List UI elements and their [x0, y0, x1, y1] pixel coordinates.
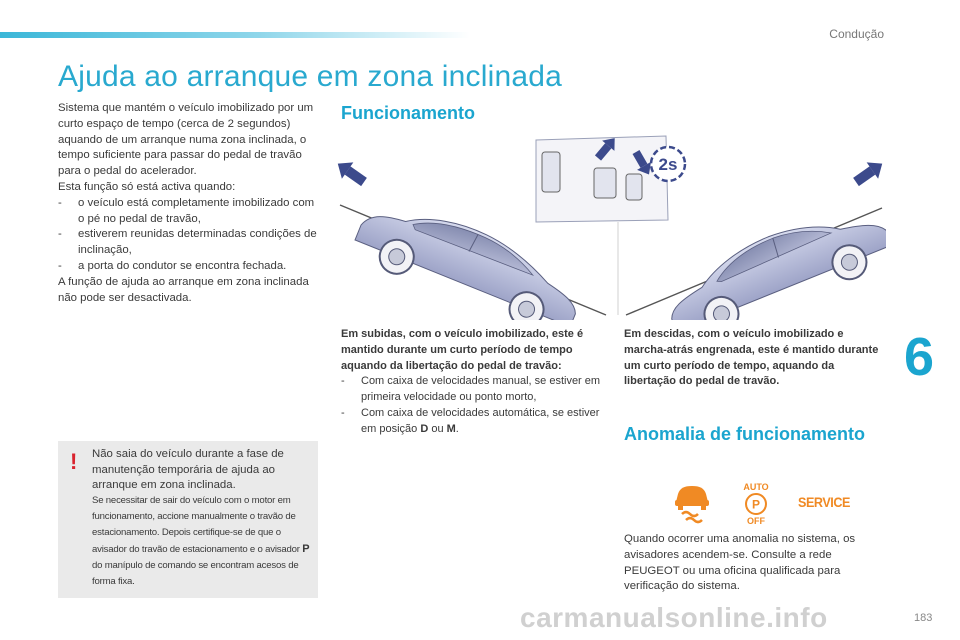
- pedals-icon: [534, 133, 714, 222]
- svg-text:P: P: [751, 497, 761, 512]
- uphill-description: [341, 327, 606, 438]
- condition-item: - estiverem reunidas determinadas condições de inclinação,: [58, 228, 317, 257]
- auto-park-brake-icon: [743, 482, 768, 526]
- intro-column: [58, 101, 320, 306]
- anomalia-heading: Anomalia de funcionamento: [624, 424, 866, 444]
- warning-box: [58, 441, 318, 598]
- anomaly-text: Quando ocorrer uma anomalia no sistema, os avisadores acendem-se. Consulte a rede PEUGEOT ou uma oficina qualificada para verificação do sistema.: [624, 533, 856, 593]
- downhill-description: Em descidas, com o veículo imobilizado e marcha-atrás engrenada, este é mantido durante um curto período de tempo, aquando da libertação do pedal de travão.: [624, 328, 879, 388]
- warning-main-text: Não saia do veículo durante a fase de manutenção temporária de ajuda ao arranque em zona inclinada.: [92, 448, 284, 492]
- timer-label: 2s: [658, 155, 678, 174]
- arrow-icon: [850, 155, 886, 190]
- uphill-item: - Com caixa de velocidades automática, se estiver em posição D ou M.: [341, 406, 600, 435]
- active-when: Esta função só está activa quando:: [58, 180, 236, 193]
- page-title: Ajuda ao arranque em zona inclinada: [58, 60, 563, 93]
- warning-sub-text: Se necessitar de sair do veículo com o motor em funcionamento, accione manualmente o travão de estacionamento. Depois certifique-se de que o avisador do travão de estacionamento e o avisador P do manípulo de comando se encontram acesos de forma fixa.: [92, 495, 310, 587]
- header-accent-bar: [0, 32, 470, 38]
- arrow-icon: [336, 155, 370, 190]
- uphill-item: - Com caixa de velocidades manual, se estiver em primeira velocidade ou ponto morto,: [341, 375, 601, 404]
- funcionamento-heading: Funcionamento: [341, 103, 475, 123]
- hill-assist-fault-icon: [675, 486, 709, 522]
- condition-item: - a porta do condutor se encontra fechada.: [58, 259, 287, 272]
- service-indicator: SERVICE: [798, 494, 850, 510]
- svg-text:OFF: OFF: [747, 516, 765, 526]
- chapter-number: 6: [904, 327, 935, 387]
- warning-indicators: [672, 480, 852, 526]
- uphill-lead: Em subidas, com o veículo imobilizado, este é mantido durante um curto período de tempo aquando da libertação do pedal de travão:: [341, 328, 584, 372]
- condition-item: - o veículo está completamente imobilizado com o pé no pedal de travão,: [58, 196, 315, 225]
- hill-start-illustration: [336, 130, 886, 320]
- watermark: carmanualsonline.info: [520, 602, 828, 633]
- page-number: 183: [914, 612, 933, 624]
- exclamation-icon: !: [70, 449, 78, 474]
- intro-closing: A função de ajuda ao arranque em zona inclinada não pode ser desactivada.: [58, 275, 309, 304]
- intro-paragraph: Sistema que mantém o veículo imobilizado por um curto espaço de tempo (cerca de 2 segundos) aquando de um arranque numa zona inclinada, o tempo suficiente para passar do pedal de travão para o pedal do acelerador.: [58, 102, 314, 178]
- section-name: Condução: [829, 27, 884, 41]
- svg-text:AUTO: AUTO: [743, 482, 769, 492]
